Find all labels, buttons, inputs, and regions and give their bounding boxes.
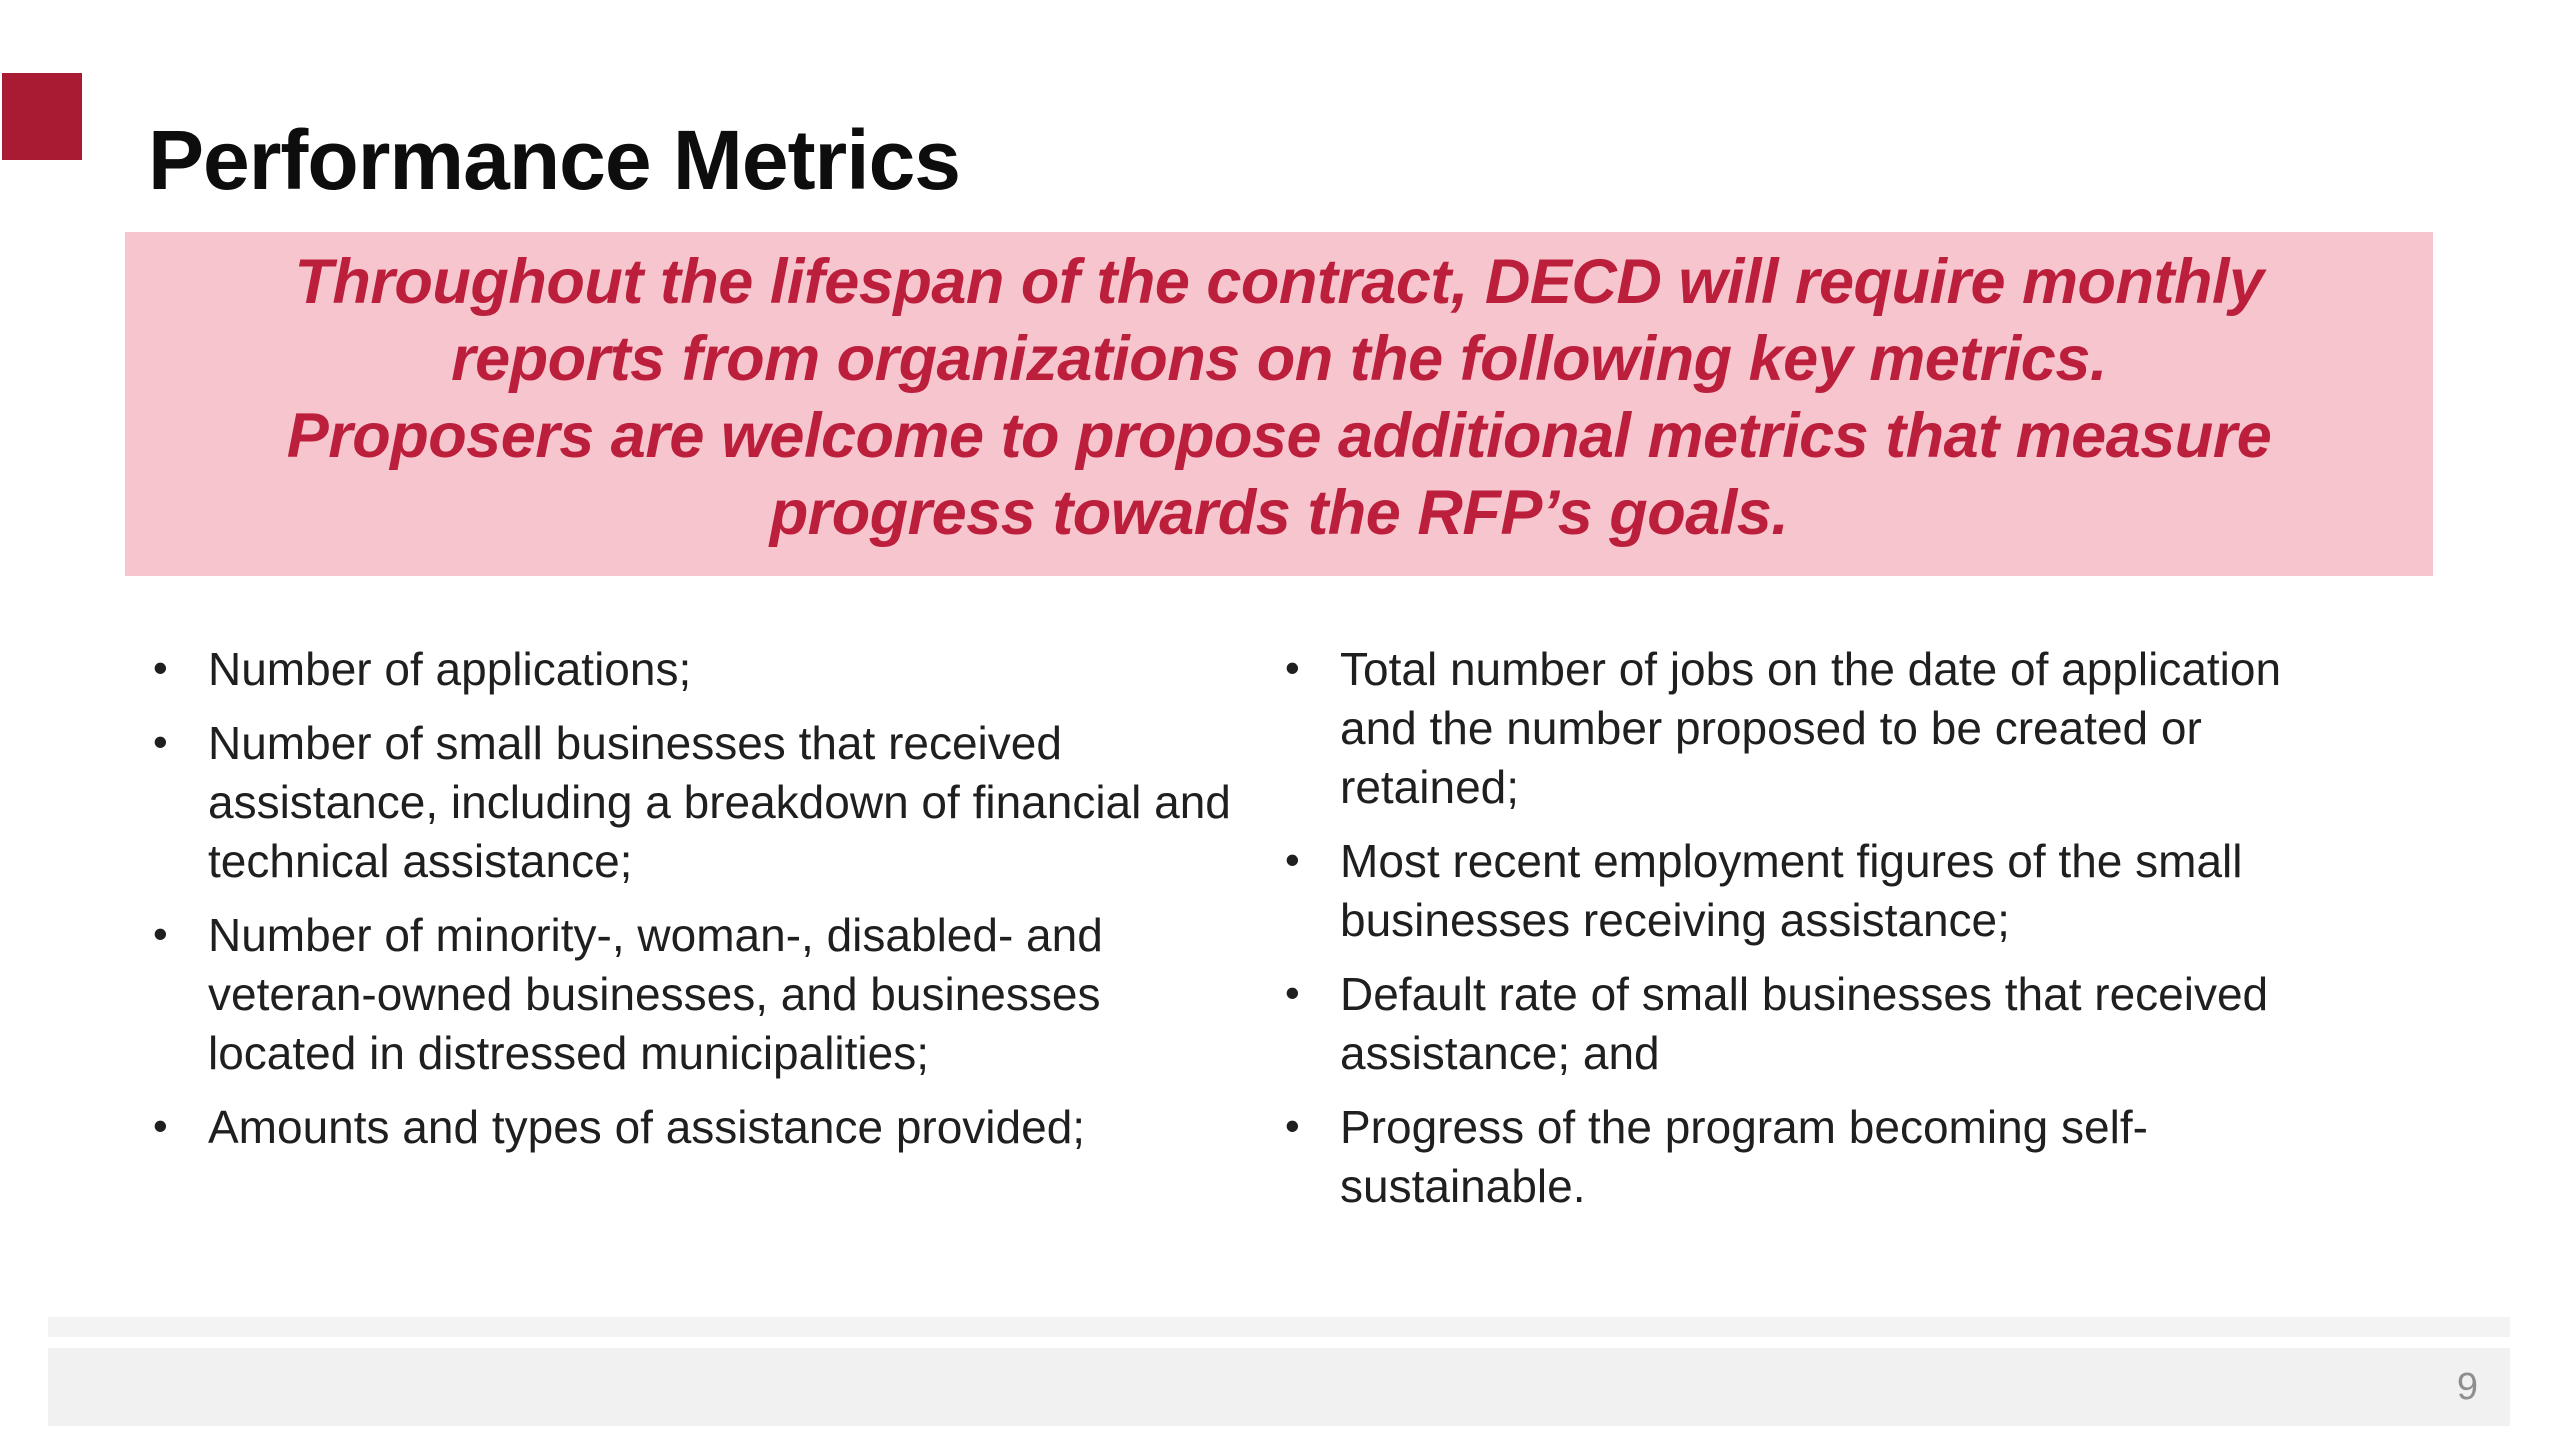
title-accent-square <box>2 73 82 160</box>
page-title: Performance Metrics <box>148 113 961 208</box>
highlight-line: reports from organizations on the following key metrics. <box>451 324 2107 394</box>
list-item: • Default rate of small businesses that received assistance; and <box>1285 965 2435 1083</box>
highlight-line: Proposers are welcome to propose additional metrics that measure <box>286 401 2272 471</box>
list-item: • Total number of jobs on the date of application and the number proposed to be created or retained; <box>1285 640 2435 817</box>
bullet-list-left <box>153 640 1293 1157</box>
list-item: • Number of small businesses that received assistance, including a breakdown of financial and technical assistance; <box>153 714 1293 891</box>
bullet-list-right <box>1285 640 2435 1216</box>
list-item: • Amounts and types of assistance provided; <box>153 1098 1293 1157</box>
list-item: • Number of applications; <box>153 640 1293 699</box>
highlight-box <box>125 232 2433 576</box>
page-number: 9 <box>2456 1366 2478 1408</box>
bullet-column-right <box>1285 640 2435 1231</box>
list-item: • Progress of the program becoming self- sustainable. <box>1285 1098 2435 1216</box>
bullet-column-left <box>153 640 1293 1172</box>
footer-bar <box>48 1348 2510 1426</box>
list-item: • Most recent employment figures of the small businesses receiving assistance; <box>1285 832 2435 950</box>
highlight-line: progress towards the RFP’s goals. <box>769 478 1789 548</box>
list-item: • Number of minority-, woman-, disabled- and veteran-owned businesses, and businesses located in distressed municipalities; <box>153 906 1293 1083</box>
footer-divider-bar <box>48 1317 2510 1337</box>
highlight-line: Throughout the lifespan of the contract, DECD will require monthly <box>294 247 2264 317</box>
